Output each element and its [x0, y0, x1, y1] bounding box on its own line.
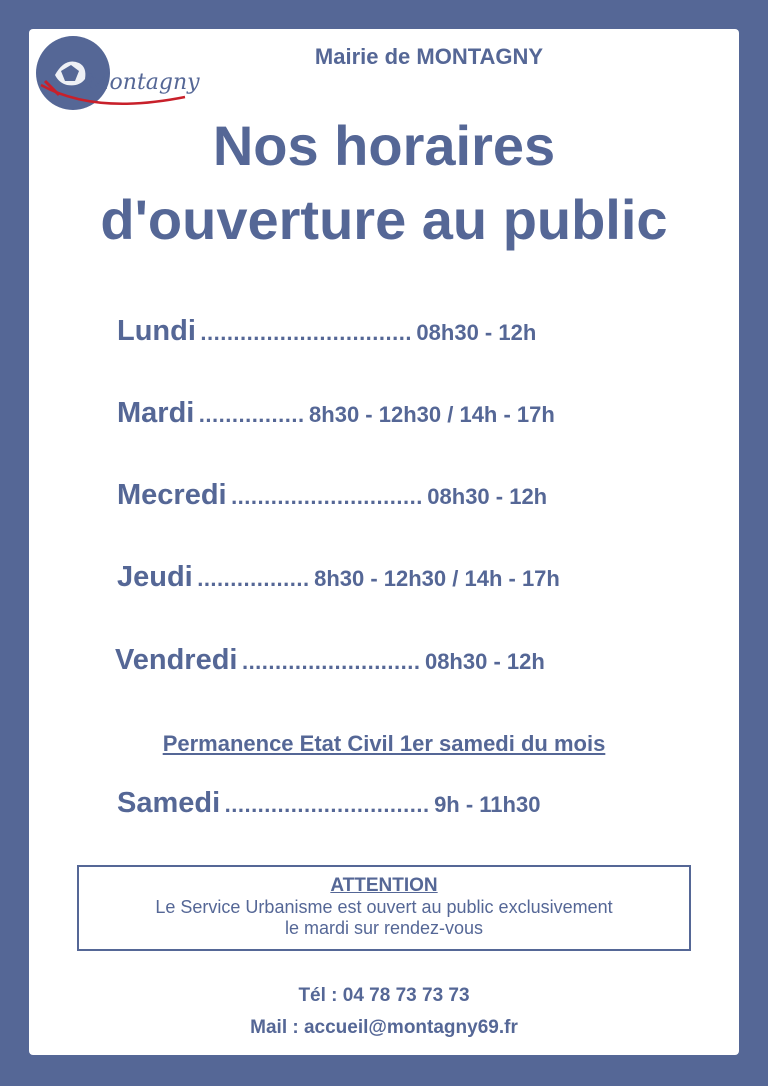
day-label: Mecredi	[117, 479, 227, 511]
page-title	[29, 109, 739, 257]
attention-notice-box	[77, 865, 691, 951]
contact-mail: Mail : accueil@montagny69.fr	[250, 1017, 518, 1038]
notice-line-1: Le Service Urbanisme est ouvert au public exclusivement	[155, 897, 613, 917]
day-label: Jeudi	[117, 561, 193, 593]
notice-line-2: le mardi sur rendez-vous	[284, 918, 484, 938]
hours-value: 9h - 11h30	[434, 792, 541, 817]
schedule-row-samedi	[117, 787, 540, 820]
schedule-row-mecredi	[117, 479, 547, 512]
title-line-2: d'ouverture au public	[100, 188, 668, 251]
hours-value: 08h30 - 12h	[427, 484, 548, 509]
permanence-heading: Permanence Etat Civil 1er samedi du mois	[162, 731, 606, 756]
schedule-row-mardi	[117, 397, 555, 430]
dot-leader: ...............................	[224, 792, 430, 817]
dot-leader: .............................	[231, 484, 423, 509]
day-label: Lundi	[117, 315, 196, 347]
svg-text:Montagny: Montagny	[87, 70, 200, 95]
schedule-row-lundi	[117, 315, 536, 348]
day-label: Mardi	[117, 397, 195, 429]
hours-value: 8h30 - 12h30 / 14h - 17h	[309, 402, 555, 427]
poster-sheet	[29, 29, 739, 1055]
title-line-1: Nos horaires	[212, 114, 556, 177]
schedule-row-vendredi	[115, 644, 545, 677]
dot-leader: ................................	[200, 320, 412, 345]
organization-name: Mairie de MONTAGNY	[314, 44, 544, 69]
contact-phone: Tél : 04 78 73 73 73	[298, 985, 470, 1006]
notice-title: ATTENTION	[330, 875, 438, 896]
schedule-row-jeudi	[117, 561, 560, 594]
dot-leader: ...........................	[241, 649, 421, 674]
dot-leader: ................	[198, 402, 305, 427]
hours-value: 8h30 - 12h30 / 14h - 17h	[314, 566, 560, 591]
hours-value: 08h30 - 12h	[424, 649, 545, 674]
day-label: Vendredi	[115, 644, 238, 676]
day-label: Samedi	[117, 787, 221, 819]
hours-value: 08h30 - 12h	[416, 320, 537, 345]
dot-leader: .................	[197, 566, 310, 591]
